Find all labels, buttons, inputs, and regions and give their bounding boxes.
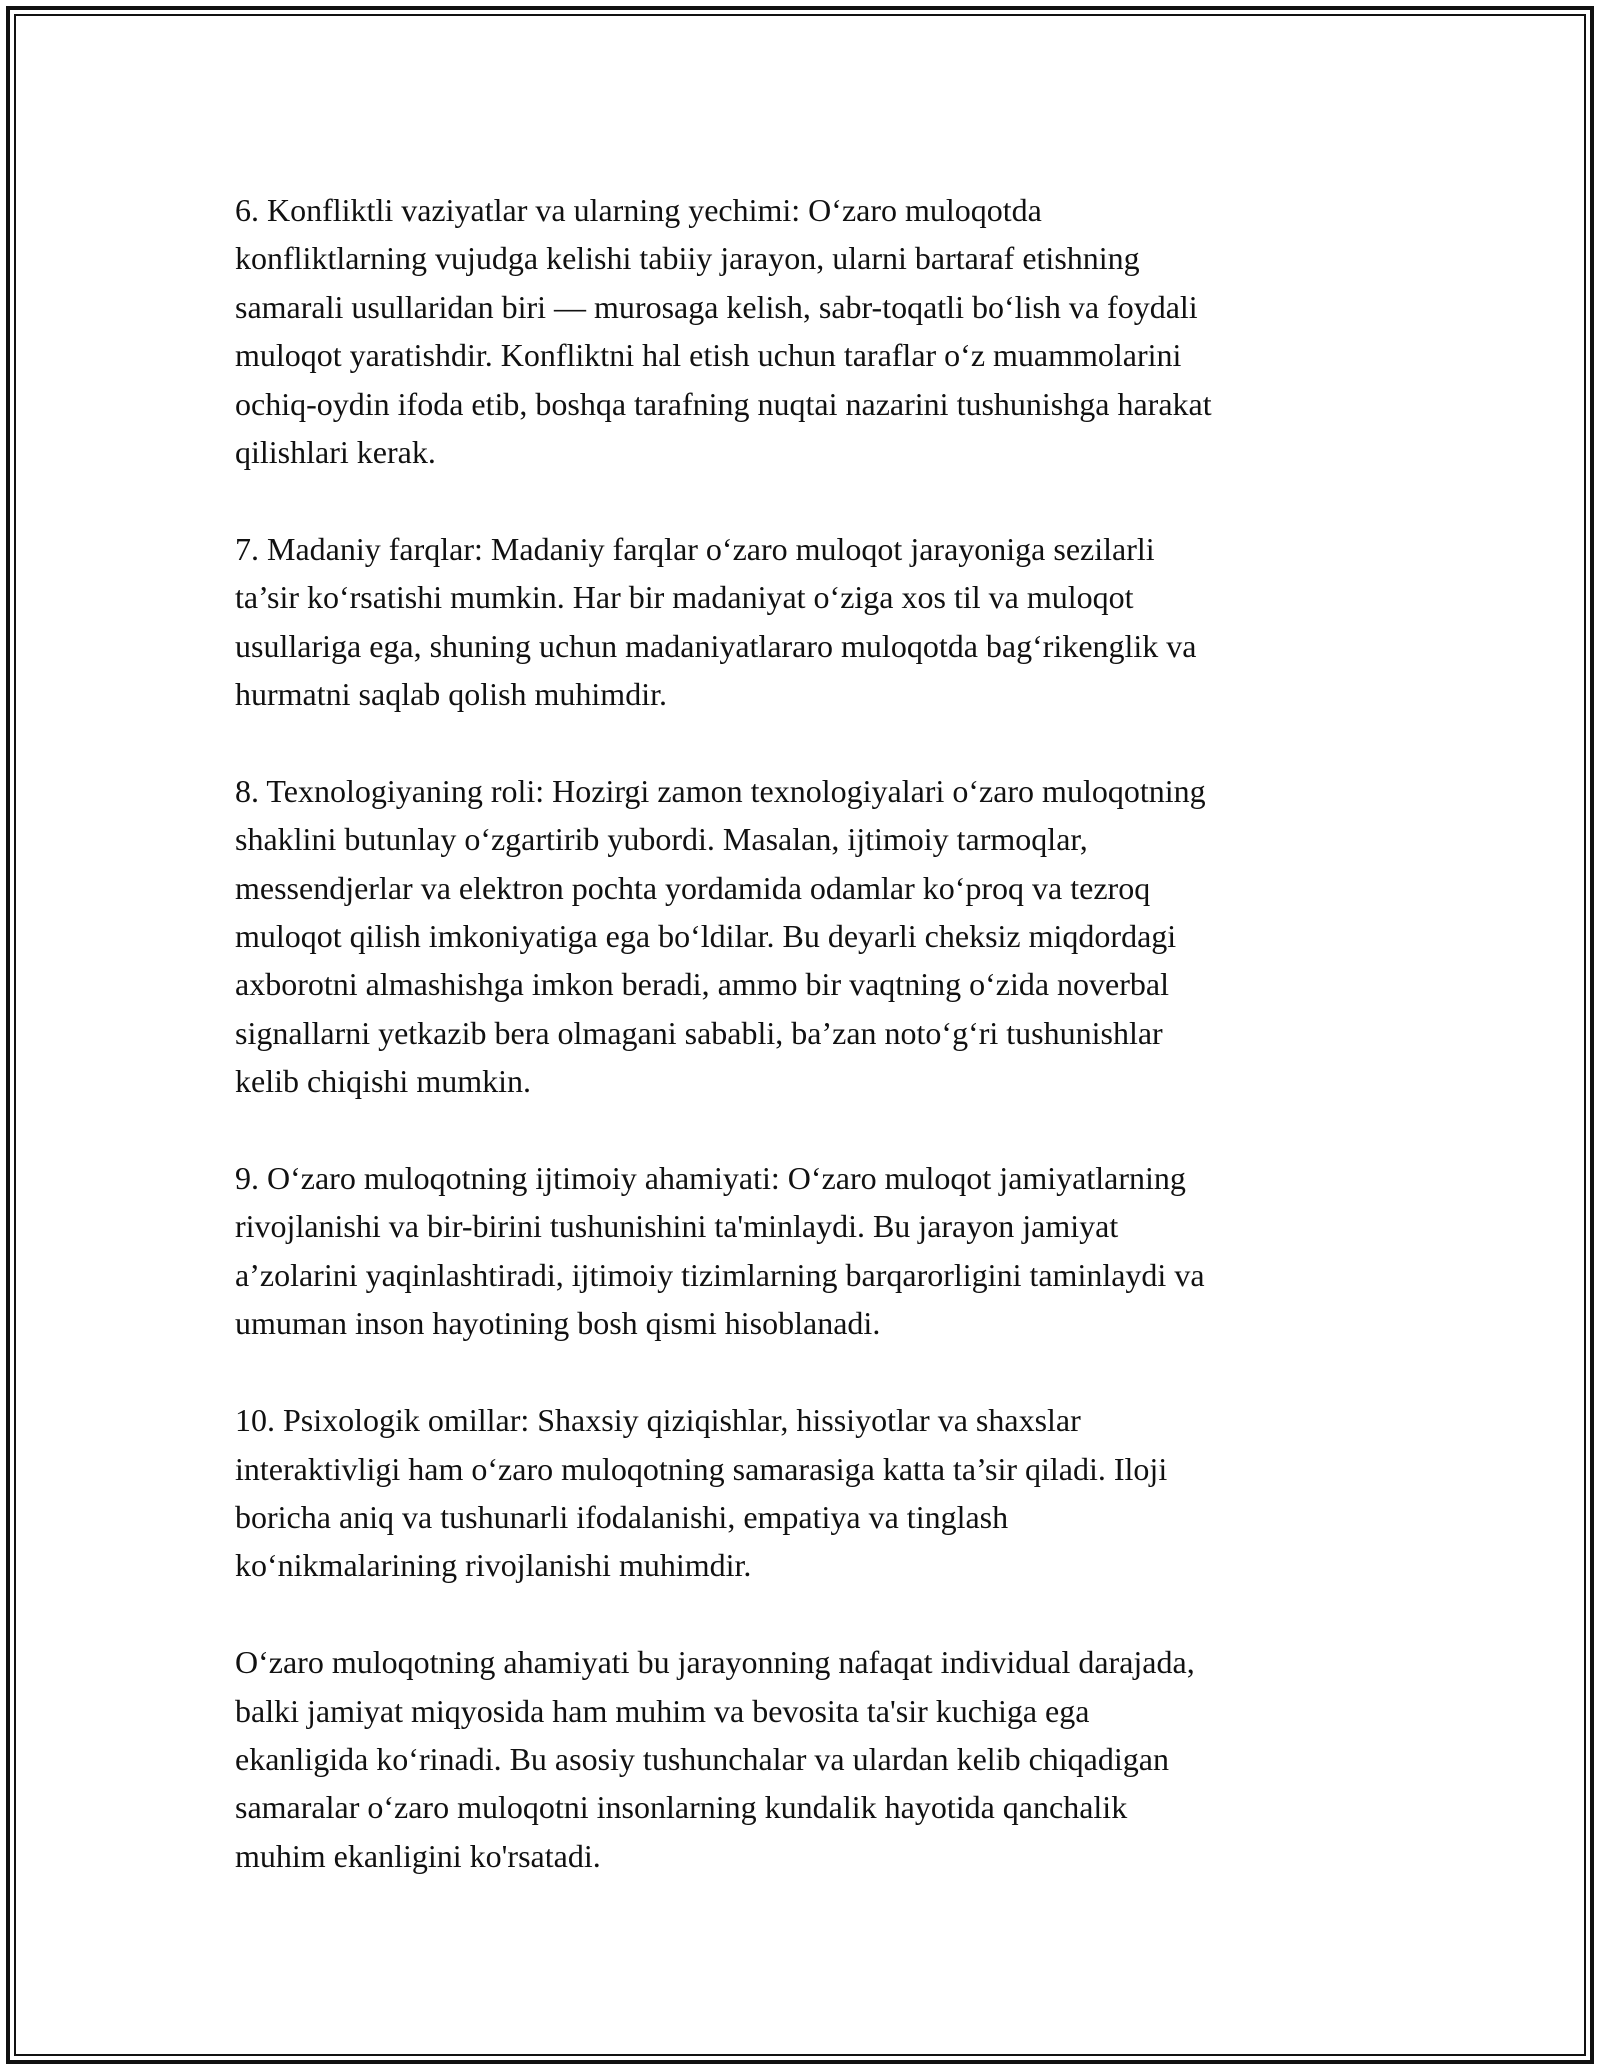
text-line: O‘zaro muloqotning ahamiyati bu jarayonning nafaqat individual darajada,: [235, 1644, 1195, 1681]
text-line: hurmatni saqlab qolish muhimdir.: [235, 676, 667, 713]
paragraph-5: [235, 1396, 1370, 1590]
text-line: messendjerlar va elektron pochta yordamida odamlar ko‘proq va tezroq: [235, 869, 1151, 906]
text-line: shaklini butunlay o‘zgartirib yubordi. Masalan, ijtimoiy tarmoqlar,: [235, 821, 1088, 858]
text-line: balki jamiyat miqyosida ham muhim va bevosita ta'sir kuchiga ega: [235, 1692, 1090, 1729]
paragraph-3: [235, 767, 1370, 1106]
text-line: muhim ekanligini ko'rsatadi.: [235, 1837, 601, 1874]
text-line: konfliktlarning vujudga kelishi tabiiy jarayon, ularni bartaraf etishning: [235, 240, 1140, 277]
text-line: rivojlanishi va bir-birini tushunishini ta'minlaydi. Bu jarayon jamiyat: [235, 1208, 1119, 1245]
paragraph-2: [235, 525, 1370, 719]
text-line: boricha aniq va tushunarli ifodalanishi, empatiya va tinglash: [235, 1498, 1009, 1535]
text-line: 8. Texnologiyaning roli: Hozirgi zamon texnologiyalari o‘zaro muloqotning: [235, 772, 1206, 809]
text-line: interaktivligi ham o‘zaro muloqotning samarasiga katta ta’sir qiladi. Iloji: [235, 1450, 1168, 1487]
text-line: a’zolarini yaqinlashtiradi, ijtimoiy tizimlarning barqarorligini taminlaydi va: [235, 1256, 1205, 1293]
text-line: 6. Konfliktli vaziyatlar va ularning yechimi: O‘zaro muloqotda: [235, 192, 1042, 228]
text-line: muloqot yaratishdir. Konfliktni hal etish uchun taraflar o‘z muammolarini: [235, 337, 1182, 374]
text-line: ekanligida ko‘rinadi. Bu asosiy tushunchalar va ulardan kelib chiqadigan: [235, 1740, 1169, 1777]
text-line: qilishlari kerak.: [235, 434, 436, 471]
text-line: umuman inson hayotining bosh qismi hisoblanadi.: [235, 1305, 881, 1342]
text-line: samarali usullaridan biri — murosaga kelish, sabr-toqatli bo‘lish va foydali: [235, 288, 1198, 325]
text-line: 7. Madaniy farqlar: Madaniy farqlar o‘zaro muloqot jarayoniga sezilarli: [235, 530, 1155, 567]
text-line: usullariga ega, shuning uchun madaniyatlararo muloqotda bag‘rikenglik va: [235, 627, 1197, 664]
paragraph-6: [235, 1638, 1370, 1880]
text-line: kelib chiqishi mumkin.: [235, 1063, 531, 1100]
document-body: [235, 186, 1370, 1929]
text-line: 9. O‘zaro muloqotning ijtimoiy ahamiyati: O‘zaro muloqot jamiyatlarning: [235, 1160, 1186, 1197]
text-line: axborotni almashishga imkon beradi, ammo bir vaqtning o‘zida noverbal: [235, 966, 1169, 1003]
paragraph-1: [235, 186, 1370, 476]
text-line: ko‘nikmalarining rivojlanishi muhimdir.: [235, 1547, 752, 1584]
text-line: ochiq-oydin ifoda etib, boshqa tarafning nuqtai nazarini tushunishga harakat: [235, 385, 1212, 422]
text-line: samaralar o‘zaro muloqotni insonlarning kundalik hayotida qanchalik: [235, 1789, 1128, 1826]
text-line: signallarni yetkazib bera olmagani sababli, ba’zan noto‘g‘ri tushunishlar: [235, 1014, 1163, 1051]
text-line: 10. Psixologik omillar: Shaxsiy qiziqishlar, hissiyotlar va shaxslar: [235, 1402, 1081, 1439]
paragraph-4: [235, 1154, 1370, 1348]
text-line: ta’sir ko‘rsatishi mumkin. Har bir madaniyat o‘ziga xos til va muloqot: [235, 579, 1134, 616]
text-line: muloqot qilish imkoniyatiga ega bo‘ldilar. Bu deyarli cheksiz miqdordagi: [235, 918, 1177, 955]
